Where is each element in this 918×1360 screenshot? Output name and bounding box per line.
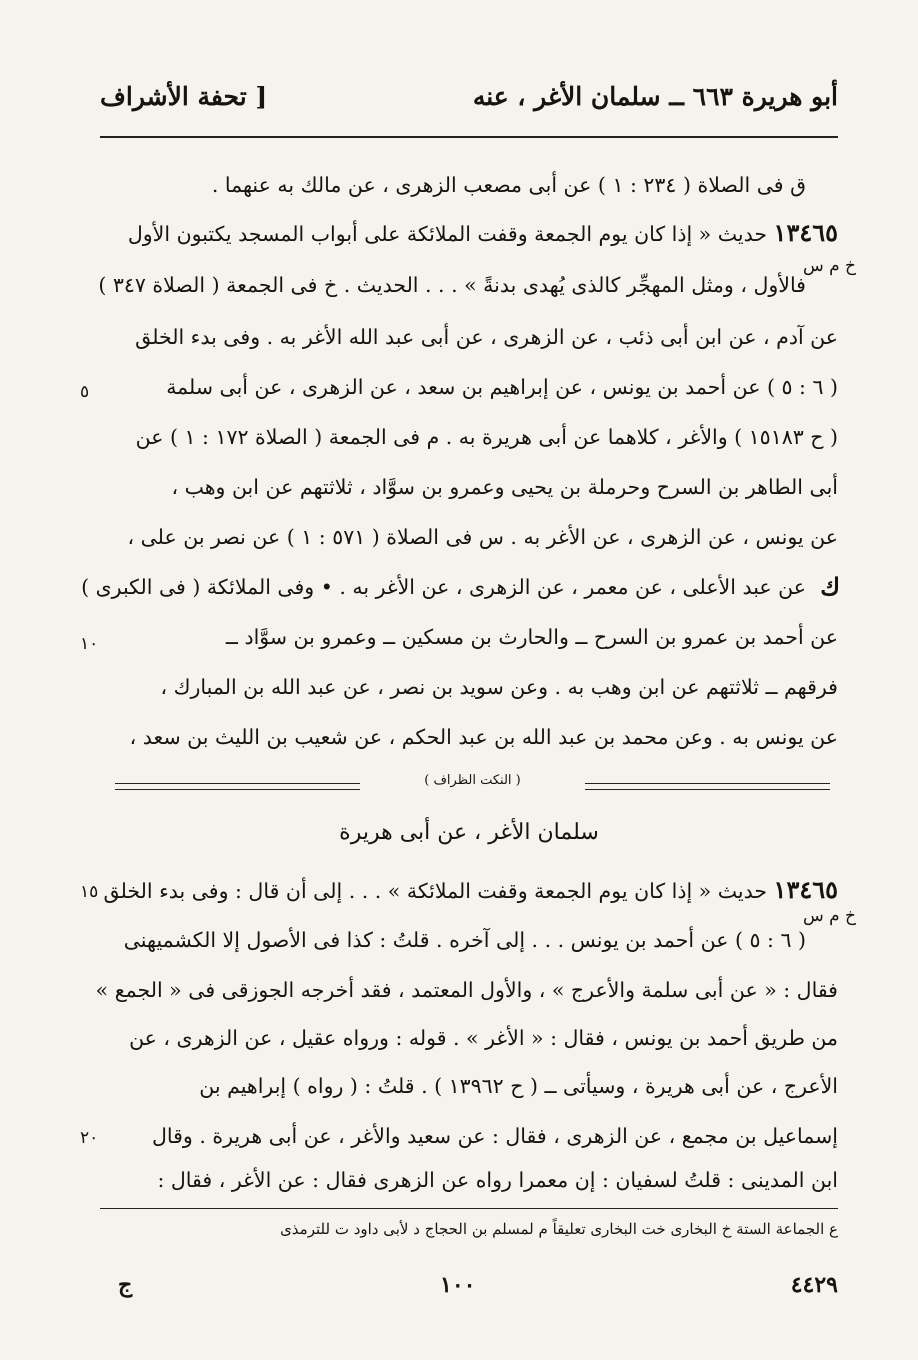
text-line-6: ( ح ١٥١٨٣ ) والأغر ، كلاهما عن أبى هريرة به . م فى الجمعة ( الصلاة ١٧٢ : ١ ) عن [135,425,838,449]
hadith-number-2: ١٣٤٦٥ [773,875,838,904]
text-line-12: عن يونس به . وعن محمد بن عبد الله بن عبد الحكم ، عن شعيب بن الليث بن سعد ، [129,725,838,749]
text-line-2: ١٣٤٦٥ حديث « إذا كان يوم الجمعة وقفت الملائكة على أبواب المسجد يكتبون الأول [127,218,838,247]
text-line-18: إسماعيل بن مجمع ، عن الزهرى ، فقال : عن سعيد والأغر ، عن أبى هريرة . وقال [151,1124,838,1148]
text-line-10: عن أحمد بن عمرو بن السرح ــ والحارث بن مسكين ــ وعمرو بن سوَّاد ــ [225,625,838,649]
text-line-13: ١٣٤٦٥ حديث « إذا كان يوم الجمعة وقفت الملائكة » . . . إلى أن قال : وفى بدء الخلق [103,875,838,904]
text-line-3: فالأول ، ومثل المهجِّر كالذى يُهدى بدنةً » . . . الحديث . خ فى الجمعة ( الصلاة ٣٤٧ ) [98,273,806,297]
margin-line-number-10: ١٠ [80,634,99,654]
header-title-left: [ تحفة الأشراف [100,82,268,111]
page-number: ١٠٠ [440,1272,476,1298]
text-line-17: الأعرج ، عن أبى هريرة ، وسيأتى ــ ( ح ١٣٩٦٢ ) . قلتُ : ( رواه ) إبراهيم بن [199,1074,838,1098]
entry-number: ٤٤٢٩ [790,1272,838,1298]
text-line-5: ( ٦ : ٥ ) عن أحمد بن يونس ، عن إبراهيم بن سعد ، عن الزهرى ، عن أبى سلمة [166,375,838,399]
margin-codes-1: خ م س [802,256,856,276]
header-title-right: أبو هريرة ٦٦٣ ــ سلمان الأغر ، عنه [472,82,838,111]
margin-line-number-20: ٢٠ [80,1128,99,1148]
margin-codes-2: خ م س [802,906,856,926]
text-line-1: ق فى الصلاة ( ٢٣٤ : ١ ) عن أبى مصعب الزهرى ، عن مالك به عنهما . [211,173,806,197]
divider-rule-left [115,783,360,790]
margin-line-number-15: ١٥ [80,882,99,902]
footer-rule [100,1208,838,1209]
header-rule [100,136,838,138]
text-line-19: ابن المدينى : قلتُ لسفيان : إن معمرا رواه عن الزهرى فقال : عن الأغر ، فقال : [157,1168,838,1192]
text-line-16: من طريق أحمد بن يونس ، فقال : « الأغر » . قوله : ورواه عقيل ، عن الزهرى ، عن [129,1026,838,1050]
section-title: سلمان الأغر ، عن أبى هريرة [339,820,599,845]
section-divider [115,773,830,794]
sigla-legend: ع الجماعة الستة خ البخارى خت البخارى تعليقاً م لمسلم بن الحجاج د لأبى داود ت للترمذى [280,1220,838,1238]
text-line-4: عن آدم ، عن ابن أبى ذئب ، عن الزهرى ، عن أبى عبد الله الأغر به . وفى بدء الخلق [135,325,838,349]
margin-line-number-5: ٥ [80,382,90,402]
signature-mark: ج [118,1272,133,1298]
text-line-14: ( ٦ : ٥ ) عن أحمد بن يونس . . . إلى آخره . قلتُ : كذا فى الأصول إلا الكشميهنى [123,928,806,952]
divider-rule-right [585,783,830,790]
divider-label: ( النكت الظراف ) [424,773,521,788]
text-line-8: عن يونس ، عن الزهرى ، عن الأغر به . س فى الصلاة ( ٥٧١ : ١ ) عن نصر بن على ، [127,525,838,549]
text-line-7: أبى الطاهر بن السرح وحرملة بن يحيى وعمرو بن سوَّاد ، ثلاثتهم عن ابن وهب ، [171,475,838,499]
margin-mark: ك [820,572,840,601]
hadith-number: ١٣٤٦٥ [773,218,838,247]
text-line-15: فقال : « عن أبى سلمة والأعرج » ، والأول المعتمد ، فقد أخرجه الجوزقى فى « الجمع » [95,978,838,1002]
text-line-9: عن عبد الأعلى ، عن معمر ، عن الزهرى ، عن الأغر به . • وفى الملائكة ( فى الكبرى ) [81,575,806,599]
text-line-11: فرقهم ــ ثلاثتهم عن ابن وهب به . وعن سويد بن نصر ، عن عبد الله بن المبارك ، [160,675,838,699]
running-header [100,82,838,126]
